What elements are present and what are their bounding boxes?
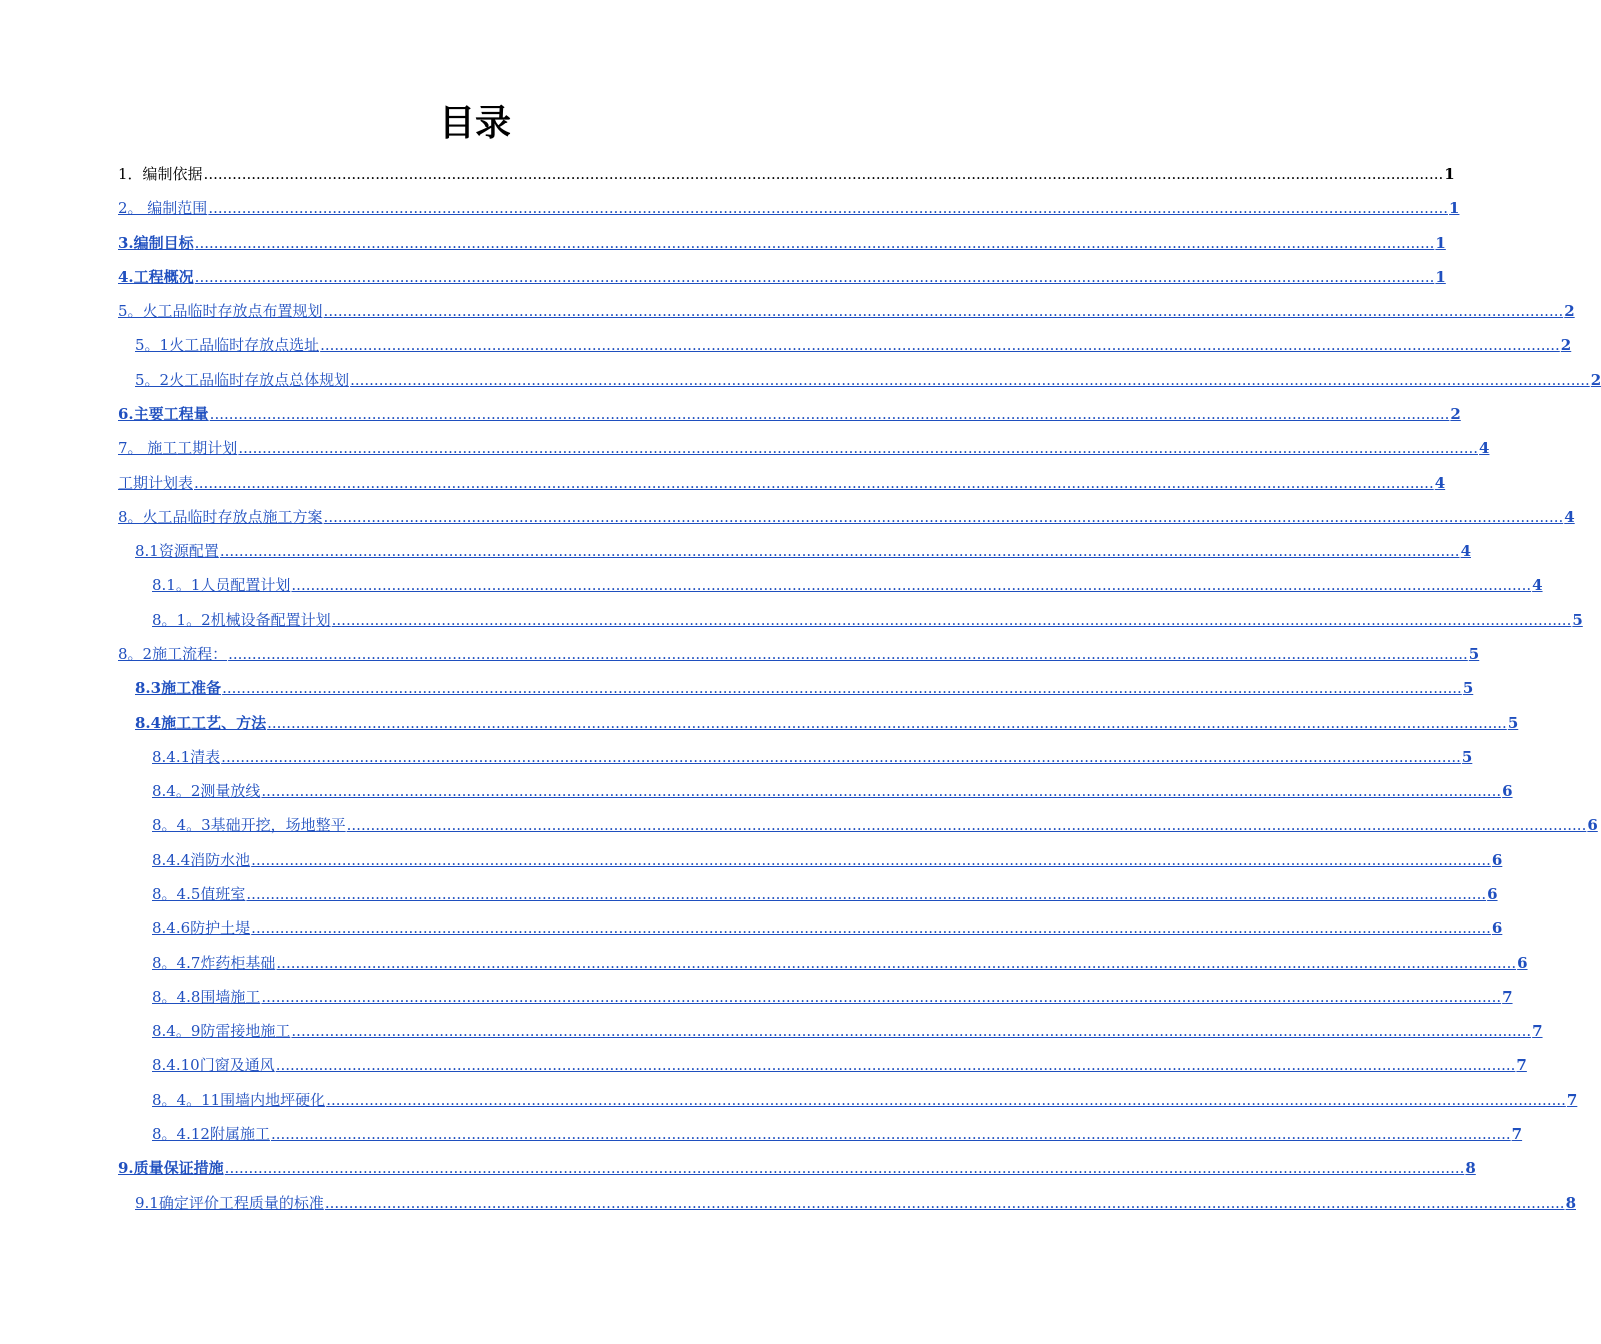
toc-item[interactable] <box>152 978 1513 1006</box>
toc-leader-dots: .................................................................................................................................................................................................................................................................... <box>219 542 1460 560</box>
toc-item-page: 6 <box>1491 851 1503 869</box>
toc-leader-dots: .................................................................................................................................................................................................................................................................... <box>324 1194 1565 1212</box>
toc-leader-dots: .................................................................................................................................................................................................................................................................... <box>270 1125 1511 1143</box>
toc-item-page: 2 <box>1450 405 1461 423</box>
toc-leader-dots: .................................................................................................................................................................................................................................................................... <box>291 576 1532 594</box>
toc-item-label: 8。4.12附属施工 <box>152 1125 270 1143</box>
toc-item[interactable] <box>118 258 1446 286</box>
toc-item-page: 2 <box>1564 302 1575 320</box>
toc-item-label: 8.4施工工艺、方法 <box>135 714 267 732</box>
toc-item[interactable] <box>152 566 1543 594</box>
toc-leader-dots: .................................................................................................................................................................................................................................................................... <box>208 199 1449 217</box>
toc-item-page: 5 <box>1507 714 1519 732</box>
toc-item-label: 8.3施工准备 <box>135 679 222 697</box>
toc-item[interactable] <box>152 841 1503 869</box>
toc-item-label: 8。1。2机械设备配置计划 <box>152 611 331 629</box>
toc-item[interactable] <box>152 601 1583 629</box>
toc-item-label: 6.主要工程量 <box>118 405 209 423</box>
toc-item-page: 1 <box>1435 268 1446 286</box>
toc-leader-dots: .................................................................................................................................................................................................................................................................... <box>251 851 1491 869</box>
toc-item[interactable] <box>152 909 1503 937</box>
toc-item-page: 2 <box>1590 371 1601 389</box>
toc-leader-dots: .................................................................................................................................................................................................................................................................... <box>261 782 1502 800</box>
toc-leader-dots: .................................................................................................................................................................................................................................................................... <box>194 474 1434 492</box>
toc-item-label: 8.4。9防雷接地施工 <box>152 1022 291 1040</box>
toc-item[interactable] <box>118 464 1446 492</box>
toc-leader-dots: .................................................................................................................................................................................................................................................................... <box>194 234 1435 252</box>
page-title: 目录 <box>438 103 511 144</box>
toc-item[interactable] <box>152 875 1498 903</box>
toc-item-label: 8.1。1人员配置计划 <box>152 576 291 594</box>
toc-leader-dots: .................................................................................................................................................................................................................................................................... <box>320 336 1560 354</box>
toc-item-label: 2。 编制范围 <box>118 199 208 217</box>
toc-item[interactable] <box>118 1149 1476 1177</box>
toc-item[interactable] <box>152 1115 1523 1143</box>
toc-item[interactable] <box>118 395 1461 423</box>
toc-item-page: 7 <box>1511 1125 1523 1143</box>
toc-item-label: 8.4。2测量放线 <box>152 782 261 800</box>
toc-item-page: 1 <box>1449 199 1460 217</box>
toc-leader-dots: .................................................................................................................................................................................................................................................................... <box>228 645 1468 663</box>
toc-item-label: 8.4.4消防水池 <box>152 851 251 869</box>
toc-leader-dots: .................................................................................................................................................................................................................................................................... <box>261 988 1502 1006</box>
toc-item-page: 8 <box>1565 1194 1576 1212</box>
toc-leader-dots: .................................................................................................................................................................................................................................................................... <box>221 748 1461 766</box>
toc-item-page: 6 <box>1487 885 1498 903</box>
toc-item-label: 5。火工品临时存放点布置规划 <box>118 302 323 320</box>
toc-item-label: 1．编制依据 <box>118 165 203 183</box>
toc-item[interactable] <box>135 326 1572 354</box>
toc-item-label: 9.质量保证措施 <box>118 1159 224 1177</box>
toc-item[interactable] <box>118 224 1446 252</box>
toc-leader-dots: .................................................................................................................................................................................................................................................................... <box>238 439 1479 457</box>
toc-item[interactable] <box>152 944 1528 972</box>
toc-leader-dots: .................................................................................................................................................................................................................................................................... <box>323 302 1564 320</box>
toc-item-label: 8。2施工流程： <box>118 645 228 663</box>
toc-item-page: 7 <box>1516 1056 1527 1074</box>
toc-item[interactable] <box>152 1081 1578 1109</box>
toc-item-label: 8。火工品临时存放点施工方案 <box>118 508 323 526</box>
toc-item-label: 5。1火工品临时存放点选址 <box>135 336 320 354</box>
toc-item-page: 7 <box>1566 1091 1578 1109</box>
toc-item-page: 5 <box>1461 748 1473 766</box>
toc-leader-dots: .................................................................................................................................................................................................................................................................... <box>251 919 1491 937</box>
toc-item[interactable] <box>152 1046 1527 1074</box>
toc-item-label: 9.1确定评价工程质量的标准 <box>135 1194 324 1212</box>
toc-leader-dots: .................................................................................................................................................................................................................................................................... <box>194 268 1435 286</box>
toc-item[interactable] <box>152 806 1598 834</box>
toc-item-page: 4 <box>1434 474 1446 492</box>
toc-leader-dots: .................................................................................................................................................................................................................................................................... <box>350 371 1590 389</box>
toc-leader-dots: .................................................................................................................................................................................................................................................................... <box>203 165 1444 183</box>
toc-item[interactable] <box>135 704 1519 732</box>
toc-item[interactable] <box>152 772 1513 800</box>
toc-item-label: 5。2火工品临时存放点总体规划 <box>135 371 350 389</box>
toc-item[interactable] <box>118 155 1455 183</box>
toc-item[interactable] <box>135 669 1474 697</box>
toc-item-page: 4 <box>1532 576 1543 594</box>
toc-leader-dots: .................................................................................................................................................................................................................................................................... <box>326 1091 1566 1109</box>
toc-leader-dots: .................................................................................................................................................................................................................................................................... <box>331 611 1572 629</box>
toc-item-label: 7。 施工工期计划 <box>118 439 238 457</box>
toc-item-label: 4.工程概况 <box>118 268 194 286</box>
toc-item-label: 8.4.6防护土堤 <box>152 919 251 937</box>
toc-item-page: 5 <box>1572 611 1583 629</box>
toc-leader-dots: .................................................................................................................................................................................................................................................................... <box>291 1022 1532 1040</box>
toc-item-label: 工期计划表 <box>118 474 194 492</box>
toc-leader-dots: .................................................................................................................................................................................................................................................................... <box>275 1056 1516 1074</box>
toc-leader-dots: .................................................................................................................................................................................................................................................................... <box>267 714 1507 732</box>
toc-item-page: 4 <box>1564 508 1575 526</box>
toc-item[interactable] <box>152 1012 1543 1040</box>
toc-item[interactable] <box>118 498 1575 526</box>
toc-item-page: 1 <box>1435 234 1446 252</box>
toc-item-page: 4 <box>1479 439 1490 457</box>
toc-item-label: 8。4.7炸药柜基础 <box>152 954 276 972</box>
toc-item-page: 7 <box>1532 1022 1543 1040</box>
toc-item[interactable] <box>135 532 1471 560</box>
toc-leader-dots: .................................................................................................................................................................................................................................................................... <box>276 954 1517 972</box>
toc-item-page: 7 <box>1502 988 1513 1006</box>
toc-leader-dots: .................................................................................................................................................................................................................................................................... <box>224 1159 1465 1177</box>
toc-item-label: 8。4。3基础开挖，场地整平 <box>152 816 346 834</box>
toc-item[interactable] <box>118 429 1490 457</box>
toc-item-page: 4 <box>1460 542 1471 560</box>
toc-leader-dots: .................................................................................................................................................................................................................................................................... <box>209 405 1450 423</box>
toc-item[interactable] <box>152 738 1473 766</box>
toc-item[interactable] <box>118 189 1460 217</box>
toc-item-page: 6 <box>1517 954 1528 972</box>
toc-item-page: 6 <box>1502 782 1513 800</box>
toc-leader-dots: .................................................................................................................................................................................................................................................................... <box>323 508 1564 526</box>
toc-item[interactable] <box>135 361 1601 389</box>
toc-item-page: 2 <box>1560 336 1572 354</box>
toc-leader-dots: .................................................................................................................................................................................................................................................................... <box>222 679 1462 697</box>
toc-leader-dots: .................................................................................................................................................................................................................................................................... <box>246 885 1487 903</box>
toc-item-page: 5 <box>1468 645 1480 663</box>
toc-item-label: 8。4.8围墙施工 <box>152 988 261 1006</box>
toc-item-page: 5 <box>1462 679 1474 697</box>
toc-item-page: 6 <box>1491 919 1503 937</box>
toc-item-label: 8。4。11围墙内地坪硬化 <box>152 1091 326 1109</box>
toc-item-label: 8.1资源配置 <box>135 542 219 560</box>
toc-item[interactable] <box>118 292 1575 320</box>
toc-item-label: 8。4.5值班室 <box>152 885 246 903</box>
toc-item-page: 1 <box>1444 165 1455 183</box>
toc-item[interactable] <box>118 635 1480 663</box>
toc-item-label: 8.4.10门窗及通风 <box>152 1056 275 1074</box>
toc-item[interactable] <box>135 1184 1576 1212</box>
toc-item-page: 6 <box>1587 816 1598 834</box>
toc-item-label: 8.4.1清表 <box>152 748 221 766</box>
toc-item-page: 8 <box>1465 1159 1476 1177</box>
toc-item-label: 3.编制目标 <box>118 234 194 252</box>
toc-leader-dots: .................................................................................................................................................................................................................................................................... <box>346 816 1587 834</box>
